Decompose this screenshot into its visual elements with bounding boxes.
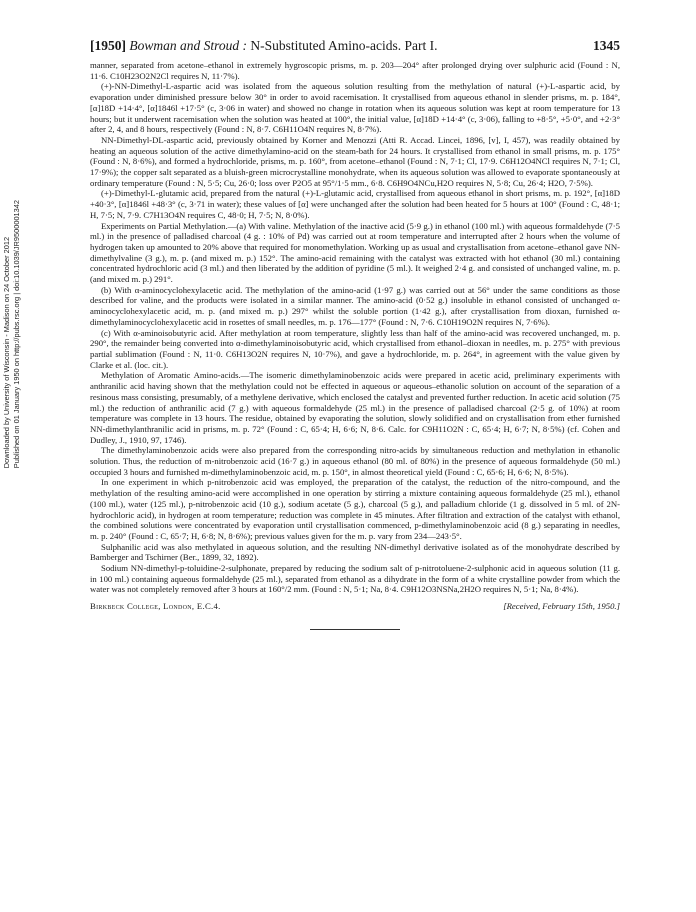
- header-left: [90, 38, 437, 54]
- publication-line: Published on 01 January 1950 on http://pubs.rsc.org | doi:10.1039/JR9500001342: [12, 200, 21, 469]
- paragraph: manner, separated from acetone–ethanol in extremely hygroscopic prisms, m. p. 203—204° after prolonged drying over sulphuric acid (Found : N, 11·6. C10H23O2N2Cl requires N, 11·7%).: [90, 60, 620, 81]
- institution-address: Birkbeck College, London, E.C.4.: [90, 601, 221, 612]
- paragraph: NN-Dimethyl-DL-aspartic acid, previously obtained by Korner and Menozzi (Atti R. Accad. Lincei, 1896, [v], I, 457), was readily obtained by heating an aqueous solution of the active dimethylamino-acid on the steam-bath for 24 hours. It crystallised from ethanol in small prisms, m. p. 175° (Found : N, 8·6%), and formed a hydrochloride, prisms, m. p. 160°, from acetone–ethanol (Found : N, 7·1; Cl, 17·9. C6H12O4NCl requires N, 7·1; Cl, 17·9%); the copper salt separated as a bluish-green microcrystalline monohydrate, when its aqueous solution was allowed to evaporate spontaneously at ordinary temperature (Found : N, 5·5; Cu, 26·0; loss over P2O5 at 95°/1·5 mm., 6·8. C6H9O4NCu,H2O requires N, 5·8; Cu, 26·4; H2O, 7·5%).: [90, 134, 620, 188]
- paragraph: (+)-Dimethyl-L-glutamic acid, prepared from the natural (+)-L-glutamic acid, crystallised from aqueous ethanol in short prisms, m. p. 192°, [α]18D +40·3°, [α]1846l +48·3° (c, 3·71 in water); these values of [α] were unchanged after the solution had been heated for 5 hours at 100° (Found : C, 48·1; H, 7·5; N, 7·9. C7H13O4N requires C, 48·0; H, 7·5; N, 8·0%).: [90, 188, 620, 220]
- paragraph: The dimethylaminobenzoic acids were also prepared from the corresponding nitro-acids by simultaneous reduction and methylation in ethanolic solution. Thus, the reduction of m-nitrobenzoic acid (16·7 g.) in aqueous ethanol (80 ml. of 80%) in the presence of aqueous formaldehyde (50 ml.) occupied 3 hours and furnished m-dimethylaminobenzoic acid, m. p. 150°, in almost theoretical yield (Found : C, 65·6; H, 6·6; N, 8·5%).: [90, 445, 620, 477]
- paragraph: In one experiment in which p-nitrobenzoic acid was employed, the preparation of the catalyst, the reduction of the nitro-compound, and the methylation of the resulting amino-acid were accomplished in one operation by stirring a mixture containing aqueous formaldehyde (25 ml.), ethanol (100 ml.), water (125 ml.), p-nitrobenzoic acid (10 g.), sodium acetate (5 g.), charcoal (5 g.), and palladium chloride (1 g. dissolved in 5 ml. of 2N-hydrochloric acid), in hydrogen at room temperature; reduction was complete in 45 minutes. After filtration and extraction of the catalyst with ethanol, the combined solutions were concentrated by evaporation until crystallisation commenced, p-dimethylaminobenzoic acid (8 g.) separating in needles, m. p. 240° (Found : C, 65·7; H, 6·8; N, 8·6%); previous values given for the m. p. vary from 234—243·5°.: [90, 477, 620, 541]
- paragraph: Sodium NN-dimethyl-p-toluidine-2-sulphonate, prepared by reducing the sodium salt of p-nitrotoluene-2-sulphonic acid in aqueous solution (11 g. in 100 ml.) containing aqueous formaldehyde (25 ml.), separated from ethanol as a dihydrate in the form of a white crystalline powder from which the water was not completely removed after 3 hours at 160°/2 mm. (Found : N, 5·1; Na, 8·4. C9H12O3NSNa,2H2O requires N, 5·1; Na, 8·4%).: [90, 563, 620, 595]
- paragraph: Sulphanilic acid was also methylated in aqueous solution, and the resulting NN-dimethyl derivative isolated as of the monohydrate described by Bamberger and Tschirner (Ber., 1899, 32, 1892).: [90, 541, 620, 563]
- header-year: [1950]: [90, 38, 126, 53]
- article-footer: [90, 601, 620, 611]
- received-date: [Received, February 15th, 1950.]: [503, 601, 620, 612]
- end-rule: [310, 629, 400, 630]
- header-title: N-Substituted Amino-acids. Part I.: [250, 38, 438, 53]
- paragraph: (c) With α-aminoisobutyric acid. After methylation at room temperature, slightly less than half of the amino-acid was recovered unchanged, m. p. 290°, the remainder being converted into α-dimethylaminoisobutyric acid, which crystallised from ethanol–dioxan in needles, m. p. 275° with previous partial sublimation (Found : N, 11·0. C6H13O2N requires N, 10·7%), and gave a hydrochloride, m. p. 264°, in agreement with the value given by Clarke et al. (loc. cit.).: [90, 327, 620, 370]
- page-number: 1345: [593, 38, 620, 53]
- paragraph: Experiments on Partial Methylation.—(a) With valine. Methylation of the inactive acid (5·9 g.) in ethanol (100 ml.) with aqueous formaldehyde (7·5 ml.) in the presence of palladised charcoal (4 g. : 10% of Pd) was carried out at room temperature and interrupted after 2 hours when the volume of hydrogen taken up amounted to 20% above that required for monomethylation. Working up as usual and crystallisation from acetone–ethanol gave NN-dimethylvaline (3 g.), m. p. (and mixed m. p.) 152°. The amino-acid remaining with the catalyst was extracted with hot ethanol (30 ml.) containing concentrated hydrochloric acid (3 ml.) and then liberated by the addition of pyridine (5 ml.). It weighed 2·4 g. and consisted of unchanged valine, m. p. (and mixed m. p.) 291°.: [90, 220, 620, 285]
- paragraph: (b) With α-aminocyclohexylacetic acid. The methylation of the amino-acid (1·97 g.) was carried out at 56° under the same conditions as those described for valine, and the products were isolated in a similar manner. The amino-acid (0·52 g.) insoluble in ethanol consisted of unchanged α-aminocyclohexylacetic acid, m. p. (and mixed m. p.) 297° whilst the soluble portion (1·42 g.), after crystallisation from dioxan, furnished α-dimethylaminocyclohexylacetic acid in rosettes of small needles, m. p. 176—177° (Found : N, 7·6. C10H19O2N requires N, 7·6%).: [90, 284, 620, 327]
- running-header: [90, 38, 620, 54]
- journal-page: [90, 38, 620, 630]
- article-body: [90, 60, 620, 595]
- download-notice: [2, 200, 22, 468]
- paragraph: (+)-NN-Dimethyl-L-aspartic acid was isolated from the aqueous solution resulting from the methylation of natural (+)-L-aspartic acid, by evaporation under diminished pressure below 30° in order to avoid racemisation. It crystallised from aqueous ethanol in slender prisms, m. p. 184°, [α]18D +14·4°, [α]1846l +17·5° (c, 3·06 in water) and showed no change in rotation when its aqueous solution was kept at room temperature for 13 hours; but it underwent racemisation when the solution was heated at 100°, the initial value, [α]18D +14·4° (c, 3·06), falling to +8·5°, +5·0°, and +2·3° after 2, 4, and 8 hours, respectively (Found : N, 8·7. C6H11O4N requires N, 8·7%).: [90, 81, 620, 135]
- header-authors: Bowman and Stroud :: [129, 38, 247, 53]
- paragraph: Methylation of Aromatic Amino-acids.—The isomeric dimethylaminobenzoic acids were prepared in acetic acid, preliminary experiments with anthranilic acid having shown that the methylation could not be effected in aqueous or aqueous–ethanolic solution on account of the separation of a resinous mass consisting, presumably, of a methylene derivative, which enclosed the catalyst and prevented further reduction. In acetic acid solution (75 ml.) the reduction of anthranilic acid (7 g.) with aqueous formaldehyde (25 ml.) in the presence of palladised charcoal (2·5 g. of 10%) at room temperature was complete in 13 hours. The residue, obtained by evaporating the solution, slowly solidified and on crystallisation from ether furnished NN-dimethylanthranilic acid in prisms, m. p. 72° (Found : C, 65·4; H, 6·6; N, 8·6. Calc. for C9H11O2N : C, 65·4; H, 6·7; N, 8·5%) (cf. Cohen and Dudley, J., 1910, 97, 1746).: [90, 370, 620, 445]
- download-line: Downloaded by University of Wisconsin - Madison on 24 October 2012: [2, 236, 11, 469]
